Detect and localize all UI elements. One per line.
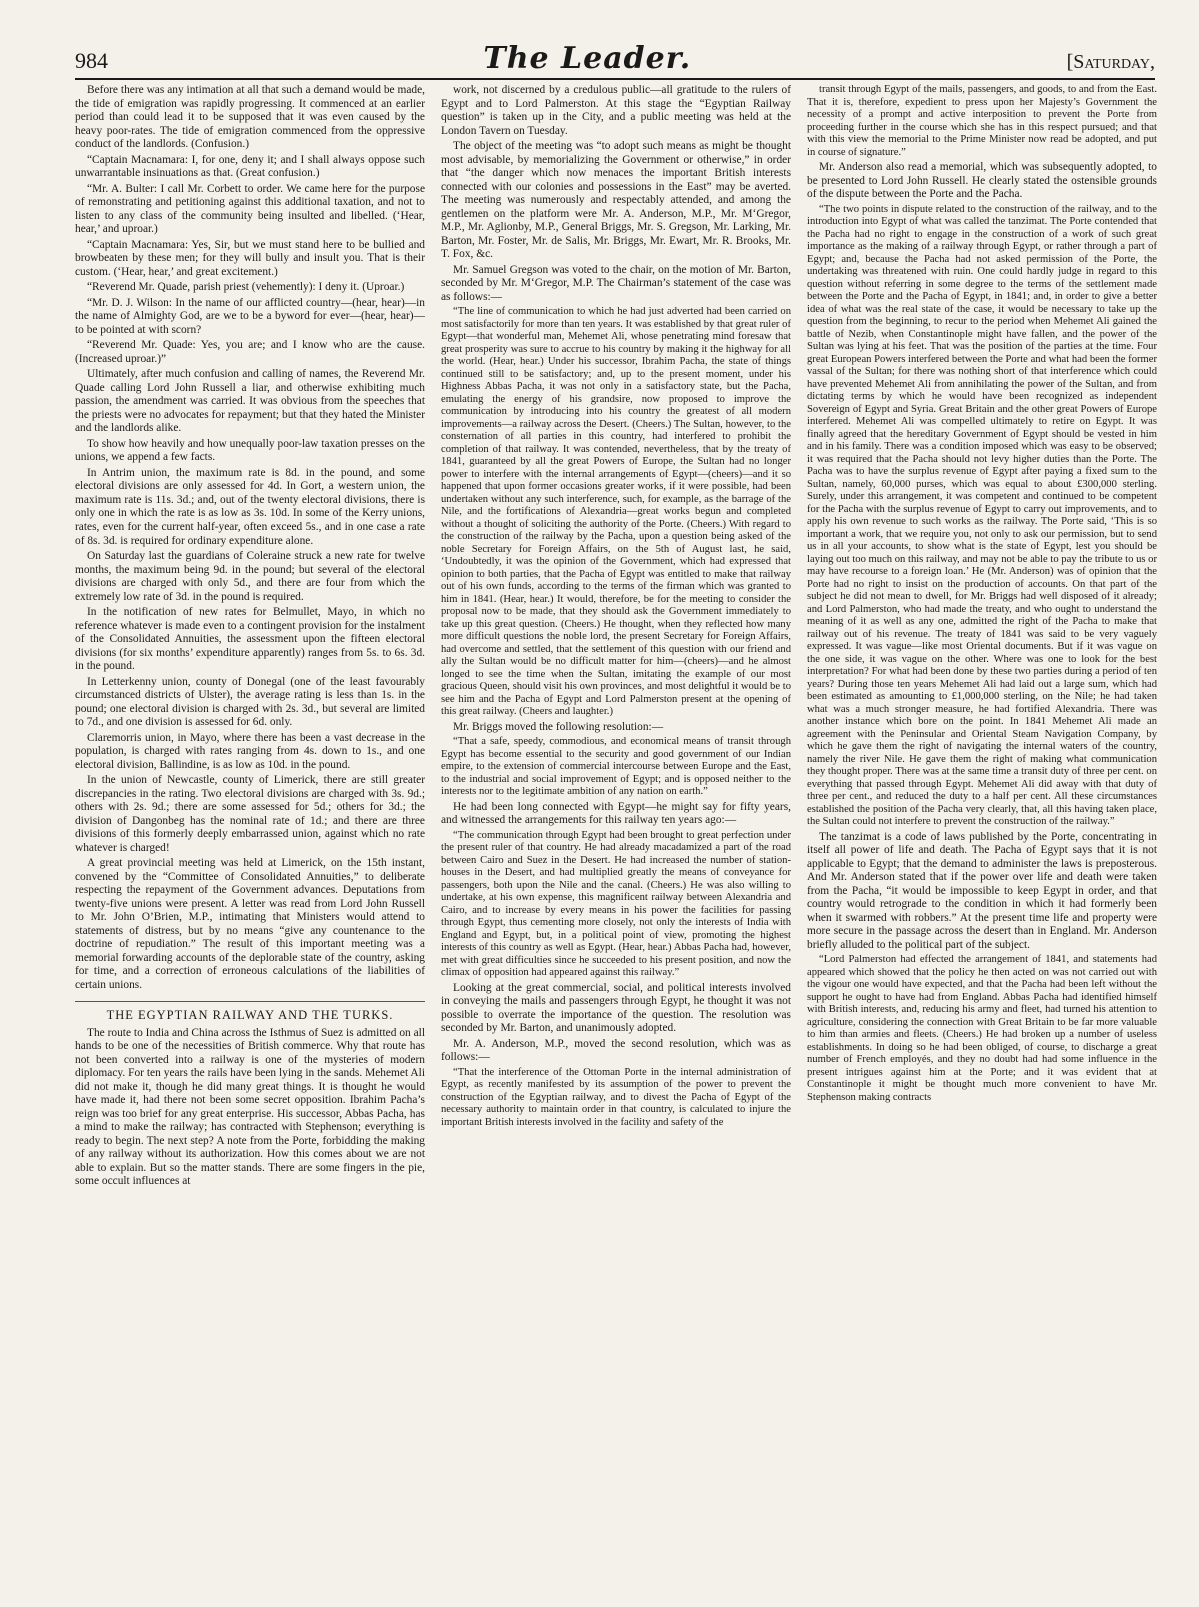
quoted-resolution: “That a safe, speedy, commodious, and economical means of transit through Egypt has become essential to the security and good government of our Indian empire, to the extension of commercial intercourse between Europe and the East, to the industrial and social improvement of Egypt; and is opposed neither to the interests nor to the legitimate ambition of any nation on earth.”: [441, 736, 791, 798]
newspaper-title: The Leader.: [483, 41, 692, 76]
article-paragraph: A great provincial meeting was held at Limerick, on the 15th instant, convened by the “Committee of Consolidated Annuities,” to deliberate respecting the repayment of the Government advances. Deputations from twenty-five unions were present. A letter was read from Lord John Russell to Mr. John O’Brien, M.P., intimating that Ministers would attend to statements of distress, but by no means “give any countenance to the doctrine of repudiation.” The result of this important meeting was a memorial forwarding accounts of the deplorable state of the country, asking for time, and a correction of erroneous calculations of the liabilities of certain unions.: [75, 857, 425, 991]
article-paragraph: work, not discerned by a credulous public—all gratitude to the rulers of Egypt and to Lord Palmerston. At this stage the “Egyptian Railway question” is taken up in the City, and a public meeting was held at the London Tavern on Tuesday.: [441, 84, 791, 137]
article-paragraph: Ultimately, after much confusion and calling of names, the Reverend Mr. Quade calling Lord John Russell a liar, and otherwise exhibiting much passion, the amendment was carried. It was obvious from the speeches that the priests were no advocates for repayment; but that they hated the Minister and the landlords alike.: [75, 368, 425, 435]
article-paragraph: In the union of Newcastle, county of Limerick, there are still greater discrepancies in the rating. Two electoral divisions are charged with 3s. 9d.; others with 2s. 9d.; there are some assessed for 5d.; others for 3d.; the division of Dangonbeg has the nominal rate of 1d.; and there are three divisions of this formerly deeply embarrassed union, against which no rate whatever is charged!: [75, 774, 425, 854]
quoted-resolution: transit through Egypt of the mails, passengers, and goods, to and from the East. That it is, therefore, expedient to press upon her Majesty’s Government the necessity of a prompt and active interposition to prevent the Porte from proceeding further in the course which she has in this respect pursued; and that with this view the memorial to the Prime Minister now read be adopted, and put in course of signature.”: [807, 84, 1157, 158]
masthead: [75, 38, 1155, 80]
quoted-speech: “The two points in dispute related to the construction of the railway, and to the introduction into Egypt of what was called the tanzimat. The Porte contended that the Pacha had no right to engage in the construction of a work of such great importance as the making of a railway through Egypt, or rather through a part of Egypt; and, because the Pacha had not asked permission of the Porte, the undertaking was threatened with ruin. One could hardly judge in regard to this question without referring in some degree to the terms of the settlement made between the Porte and the Pacha of Egypt, in 1841; and, in order to give a better idea of what was the real state of the case, it would be necessary to take up the question from the beginning, to recur to the period when Mehemet Ali gained the battle of Nezib, when Constantinople might have fallen, and the power of the Sultan was lying at his feet. That was the position of the parties at the time. Four great European Powers interfered between the Porte and what had been the former vassal of the Sultan; for there was nothing short of that interference which could have prevented Mehemet Ali from annihilating the power of the Sultan, and from dictating terms by which he would have been recognized as independent Sovereign of Egypt and Syria. Great Britain and the other great Powers of Europe interfered. Mehemet Ali was compelled ultimately to retire on Egypt. It was finally agreed that the hereditary Government of Egypt should be vested in him and in his family. There was a condition imposed which was easy to be observed; it was required that the Pacha should not levy higher duties than the Porte. The Pacha was to have the surplus revenue of Egypt after paying a fixed sum to the Sultan, namely, 60,000 purses, which was equal to about £300,000 sterling. Surely, under this arrangement, it was competent and continued to be competent for the Pacha with the surplus revenue of Egypt to carry out improvements, and to apply his own revenue to such works as the railway. The Porte said, ‘This is so important a work, that we require you, not only to ask our permission, but to send us in all your accounts, to show what is the state of Egypt, lest you should be laying out too much on this railway, and may not be able to pay the tribute to us or may have recourse to a foreign loan.’ He (Mr. Anderson) was of opinion that the Porte had no right to insist on the production of accounts. On that part of the subject he did not mean to dwell, for Mr. Briggs had well disposed of it already; and Lord Palmerston, who had made the treaty, and who ought to understand the meaning of it as well as any one, admitted the right of the Pacha to make that railway out of his revenue. The treaty of 1841 was said to be very vaguely expressed. It was vague—like most Oriental documents. But if it was vague on the one side, it was vague on the other. Where was one to look for the best interpretation? For what had been done by these two parties during a period of ten years? During those ten years Mehemet Ali had laid out a large sum, which had been estimated as amounting to £1,000,000 sterling, on the Nile; he had taken what was a much stronger measure, he had fortified Alexandria. There was another instance which bore on the point. In 1841 Mehemet Ali made an agreement with the Peninsular and Oriental Steam Navigation Company, by which he gave them the right of navigating the internal waters of the country, namely the river Nile. He gave them the right of making what communication they thought proper. There was at the same time a transit duty of three per cent. on everything that passed through Egypt. Mehemet Ali did away with that duty of three per cent., and reduced the duty to a half per cent. All these circumstances established the position of the Pacha very clearly, that, all this having taken place, the Sultan could not interfere to prevent the construction of the railway.”: [807, 203, 1157, 828]
article-paragraph: In Letterkenny union, county of Donegal (one of the least favourably circumstanced districts of Ulster), the average rating is less than 1s. in the pound; one electoral division is charged with 2s. 3d., but several are limited to 7d., and one division is assessed for 6d. only.: [75, 675, 425, 729]
article-paragraph: The route to India and China across the Isthmus of Suez is admitted on all hands to be one of the necessities of British commerce. Why that route has not been converted into a railway is one of the mysteries of modern diplomacy. For ten years the rails have been lying in the sands. Mehemet Ali did not make it, though he did many great things. It is thought he would have made it, had there not been some secret opposition. Ibrahim Pacha’s reign was too brief for any great enterprise. His successor, Abbas Pacha, has a mind to make the railway; has contracted with Stephenson; everything is ready to begin. The next step? A note from the Porte, forbidding the making of any railway without its authorization. How this comes about we are not able to explain. But so the matter stands. There are some fingers in the pie, some occult influences at: [75, 1026, 425, 1188]
article-paragraph: The tanzimat is a code of laws published by the Porte, concentrating in itself all power of life and death. The Pacha of Egypt says that it is not applicable to Egypt; that the demand to administer the laws is preposterous. And Mr. Anderson stated that if the power over life and death were taken from the Pacha, “it would be impossible to keep Egypt in order, and that country would retrograde to the condition in which it had formerly been when it swarmed with robbers.” At the present time life and property were more secure in the passage across the desert than in England. Mr. Anderson briefly alluded to the political part of the subject.: [807, 830, 1157, 951]
article-paragraph: To show how heavily and how unequally poor-law taxation presses on the unions, we append a few facts.: [75, 437, 425, 464]
article-paragraph: Claremorris union, in Mayo, where there has been a vast decrease in the population, is charged with rates ranging from 4s. down to 1s., and one electoral division, Ballindine, is as low as 10d. in the pound.: [75, 731, 425, 771]
article-paragraph: “Reverend Mr. Quade: Yes, you are; and I know who are the cause. (Increased uproar.)”: [75, 339, 425, 365]
article-paragraph: “Captain Macnamara: Yes, Sir, but we must stand here to be bullied and browbeaten by these men; for they will bully and insult you. That is their custom. (‘Hear, hear,’ and great excitement.): [75, 238, 425, 278]
article-paragraph: Mr. Samuel Gregson was voted to the chair, on the motion of Mr. Barton, seconded by Mr. M‘Gregor, M.P. The Chairman’s statement of the case was as follows:—: [441, 263, 791, 303]
article-paragraph: “Reverend Mr. Quade, parish priest (vehemently): I deny it. (Uproar.): [87, 281, 405, 294]
article-paragraph: “Mr. A. Bulter: I call Mr. Corbett to order. We came here for the purpose of remonstrating and petitioning against this additional taxation, and not to listen to any class of the community being insulted and libelled. (‘Hear, hear,’ and uproar.): [75, 182, 425, 236]
article-paragraph: Mr. Anderson also read a memorial, which was subsequently adopted, to be presented to Lord John Russell. He clearly stated the ostensible grounds of the dispute between the Porte and the Pacha.: [807, 161, 1157, 201]
quoted-speech: “The line of communication to which he had just adverted had been carried on most satisfactorily for more than ten years. It was established by that great ruler of Egypt—that wonderful man, Mehemet Ali, whose penetrating mind foresaw that great prosperity was sure to accrue to his country by making it the highway for all the world. (Hear, hear.) Under his successor, Ibrahim Pacha, the state of things continued still to be satisfactory; and, up to the present moment, under his Highness Abbas Pacha, it was not only in a satisfactory state, but the Pacha, emulating the energy of his grandsire, now proposed to improve the communication by introducing into his country the greatest of all modern improvements—a railway across the Desert. (Cheers.) The Sultan, however, to the consternation of all parties in this country, had interfered to prohibit the completion of that railway. It was contended, nevertheless, that by the treaty of 1841, guaranteed by all the great Powers of Europe, the Sultan had no longer power to interfere with the internal arrangements of Egypt—(cheers)—and it so happened that upon former occasions greater works, if it were possible, had been undertaken without any such interference, such, for example, as the barrage of the Nile, and the fortifications of Alexandria—great works begun and completed without a thought of soliciting the authority of the Porte. (Cheers.) With regard to the construction of the railway by the Pacha, upon a question being asked of the noble Secretary for Foreign Affairs, on the 5th of August last, he said, ‘Undoubtedly, it was the opinion of the Government, which had expressed that opinion to both parties, that the Pacha of Egypt was entitled to make that railway out of his own funds, according to the terms of the firman which was granted to him in 1841. (Hear, hear.) It would, therefore, be for the meeting to consider the proposal now to be made, that they should ask the Government immediately to take up this great question. (Cheers.) He thought, when they reflected how many more difficult questions the noble lord, the present Secretary for Foreign Affairs, had overcome and settled, that the settlement of this question with our friend and ally the Sultan would be no difficult matter for him—(cheers)—and he almost longed to see the time when the Sultan, imitating the example of our most gracious Queen, should visit his own provinces, and most delightful it would be to see him and the Pacha of Egypt and Lord Palmerston present at the opening of this great railway. (Cheers and laughter.): [441, 306, 791, 718]
article-paragraph: “Mr. D. J. Wilson: In the name of our afflicted country—(hear, hear)—in the name of Almighty God, are we to be a byword for ever—(hear, hear)—to be pointed at with scorn?: [75, 296, 425, 336]
article-paragraph: Mr. A. Anderson, M.P., moved the second resolution, which was as follows:—: [441, 1037, 791, 1064]
article-paragraph: “Captain Macnamara: I, for one, deny it; and I shall always oppose such unwarrantable insinuations as that. (Great confusion.): [75, 153, 425, 180]
article-paragraph: On Saturday last the guardians of Coleraine struck a new rate for twelve months, the maximum being 9d. in the pound; but several of the electoral divisions are charged with only 5d., and there are four from which the extremely low rate of 3d. in the pound is required.: [75, 550, 425, 603]
article-paragraph: The object of the meeting was “to adopt such means as might be thought most advisable, by memorializing the Government or otherwise,” in order that “the danger which now menaces the important British interests connected with our colonies and possessions in the East” may be averted. The meeting was numerously and respectably attended, and among the gentlemen on the platform were Mr. A. Anderson, M.P., Mr. M‘Gregor, M.P., Mr. Aglionby, M.P., General Briggs, Mr. S. Gregson, Mr. Larking, Mr. Barton, Mr. Foster, Mr. de Salis, Mr. Briggs, Mr. Ewart, Mr. R. Brooks, Mr. T. Fox, &c.: [441, 140, 791, 261]
article-columns: [75, 84, 1157, 1589]
section-heading: THE EGYPTIAN RAILWAY AND THE TURKS.: [75, 1001, 425, 1023]
page-number: 984: [75, 48, 108, 73]
quoted-speech: “Lord Palmerston had effected the arrangement of 1841, and statements had appeared which showed that the policy he then acted on was not carried out with the vigour one would have expected, and that the Pacha had been left without the support he ought to have had from England. Abbas Pacha had identified himself with British interests, and, reducing his army and fleet, had turned his attention to agriculture, considering the connection with Great Britain to be far more valuable to him than armies and fleets. (Cheers.) He had broken up a number of useless establishments. In doing so he had been obliged, of course, to discharge a great number of French employés, and they no doubt had had some influence in the present intrigues against him at the Porte; and it was evident that at Constantinople it might be thought much more convenient to have Mr. Stephenson making contracts: [807, 954, 1157, 1103]
quoted-speech: “The communication through Egypt had been brought to great perfection under the present ruler of that country. He had already macadamized a part of the road between Cairo and Suez in the Desert. He had increased the number of station-houses in the Desert, and had multiplied greatly the means of conveyance for passengers, both upon the Nile and the canal. (Cheers.) He was also willing to undertake, at his own expense, this magnificent railway between Alexandria and Cairo, and to increase by every means in his power the facilities for passing through Egypt, thus cementing more closely, not only the interests of India with England and Egypt, but, in a political point of view, promoting the highest interests of this country as well as Egypt. (Hear, hear.) Abbas Pacha had, however, met with great difficulties since he succeeded to his present position, and now the climax of opposition had appeared against this railway.”: [441, 829, 791, 979]
column-2: [441, 84, 791, 1589]
column-3: [807, 84, 1157, 1589]
article-paragraph: In the notification of new rates for Belmullet, Mayo, in which no reference whatever is made even to a contingent provision for the instalment of the Consolidated Annuities, the assessment upon the fifteen electoral divisions (for six months’ expenditure apparently) ranges from 5s. to 6s. 3d. in the pound.: [75, 606, 425, 673]
quoted-resolution: “That the interference of the Ottoman Porte in the internal administration of Egypt, as recently manifested by its assumption of the power to prevent the construction of the Egyptian railway, and to divest the Pacha of Egypt of the necessary authority to maintain order in that country, is calculated to injure the important British interests involved in the facility and safety of the: [441, 1066, 791, 1128]
edition-day: [Saturday,: [1066, 51, 1155, 73]
article-paragraph: In Antrim union, the maximum rate is 8d. in the pound, and some electoral divisions are only assessed for 4d. In Gort, a western union, the maximum rate is 11s. 3d.; and, out of the twenty electoral divisions, there is only one in which the rate is as low as 3s. 10d. In some of the Kerry unions, rates, even for the current half-year, often exceed 5s., and in one case a rate of 8s. 3d. is required for ordinary expenditure alone.: [75, 466, 425, 547]
article-paragraph: Before there was any intimation at all that such a demand would be made, the tide of emigration was rapidly progressing. It commenced at an earlier period than could lead it to be supposed that it was even caused by the heavy poor-rates. The tide of emigration commenced from the oppressive conduct of the landlords. (Confusion.): [75, 84, 425, 151]
column-1: [75, 84, 425, 1589]
article-paragraph: Looking at the great commercial, social, and political interests involved in conveying the mails and passengers through Egypt, he thought it was not possible to overrate the importance of the question. The resolution was seconded by Mr. Barton, and unanimously adopted.: [441, 981, 791, 1035]
article-paragraph: Mr. Briggs moved the following resolution:—: [453, 720, 664, 733]
article-paragraph: He had been long connected with Egypt—he might say for fifty years, and witnessed the arrangements for this railway ten years ago:—: [441, 800, 791, 827]
